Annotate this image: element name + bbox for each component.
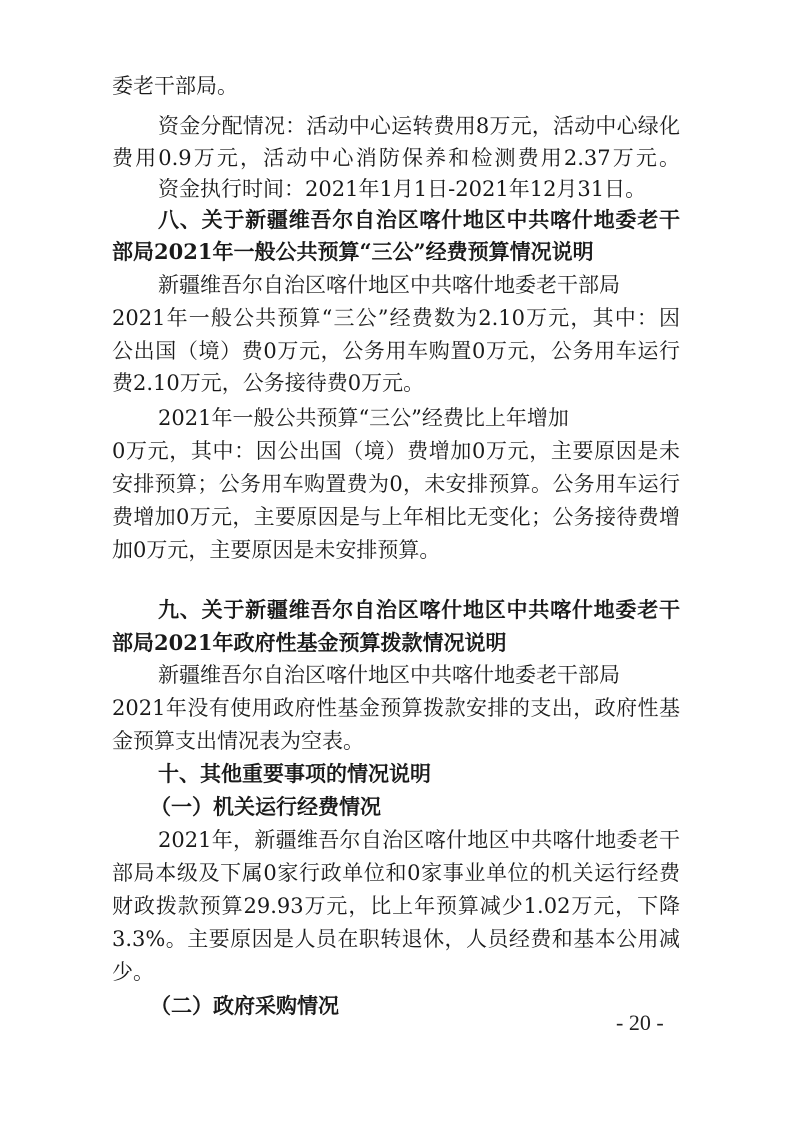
body-line: 财政拨款预算29.93万元，比上年预算减少1.02万元，下降 — [112, 894, 680, 918]
page-number: - 20 - — [616, 1010, 664, 1035]
body-line: 2021年没有使用政府性基金预算拨款安排的支出，政府性基 — [112, 696, 680, 720]
section-heading: 十、其他重要事项的情况说明 — [158, 761, 431, 786]
section-heading: 部局2021年一般公共预算“三公”经费预算情况说明 — [112, 239, 594, 264]
body-line: 资金分配情况：活动中心运转费用8万元，活动中心绿化 — [158, 114, 680, 138]
body-line: 2021年一般公共预算“三公”经费数为2.10万元，其中：因 — [112, 306, 680, 330]
body-line: 委老干部局。 — [112, 74, 238, 98]
body-line: 费增加0万元，主要原因是与上年相比无变化；公务接待费增 — [112, 505, 680, 529]
body-line: 资金执行时间：2021年1月1日-2021年12月31日。 — [158, 177, 647, 201]
body-line: 费用0.9万元，活动中心消防保养和检测费用2.37万元。 — [112, 146, 680, 170]
body-line: 新疆维吾尔自治区喀什地区中共喀什地委老干部局 — [158, 663, 620, 687]
subsection-heading: （一）机关运行经费情况 — [150, 794, 381, 819]
body-line: 2021年，新疆维吾尔自治区喀什地区中共喀什地委老干 — [158, 828, 680, 852]
body-line: 3.3%。主要原因是人员在职转退休，人员经费和基本公用减 — [112, 927, 680, 951]
body-line: 0万元，其中：因公出国（境）费增加0万元，主要原因是未 — [112, 439, 680, 463]
section-heading: 九、关于新疆维吾尔自治区喀什地区中共喀什地委老干 — [158, 597, 680, 622]
body-line: 新疆维吾尔自治区喀什地区中共喀什地委老干部局 — [158, 273, 620, 297]
body-line: 费2.10万元，公务接待费0万元。 — [112, 371, 425, 395]
subsection-heading: （二）政府采购情况 — [150, 993, 339, 1018]
body-line: 公出国（境）费0万元，公务用车购置0万元，公务用车运行 — [112, 339, 680, 363]
section-heading: 部局2021年政府性基金预算拨款情况说明 — [112, 630, 507, 655]
body-line: 安排预算；公务用车购置费为0，未安排预算。公务用车运行 — [112, 472, 680, 496]
body-line: 金预算支出情况表为空表。 — [112, 729, 364, 753]
body-line: 加0万元，主要原因是未安排预算。 — [112, 538, 441, 562]
section-heading: 八、关于新疆维吾尔自治区喀什地区中共喀什地委老干 — [158, 207, 680, 232]
body-line: 2021年一般公共预算“三公”经费比上年增加 — [158, 406, 569, 430]
body-line: 少。 — [112, 960, 154, 984]
body-line: 部局本级及下属0家行政单位和0家事业单位的机关运行经费 — [112, 861, 680, 885]
